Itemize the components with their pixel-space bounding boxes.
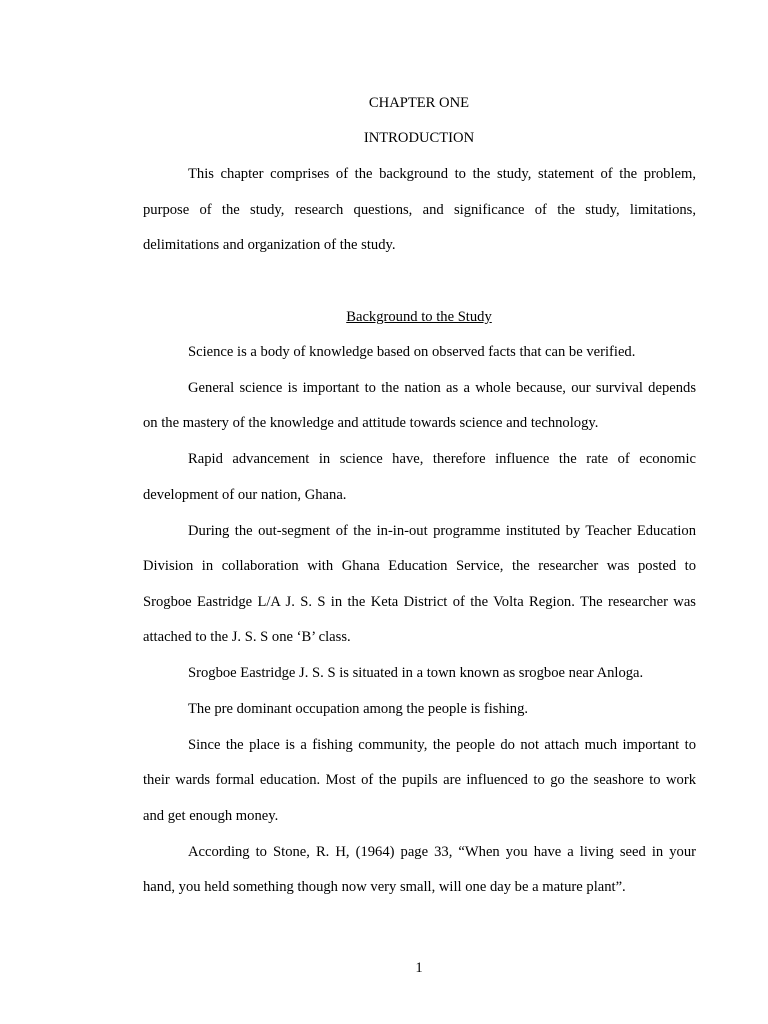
background-heading-text: Background to the Study [346, 309, 492, 325]
body-line: Science is a body of knowledge based on observed facts that can be verified. [188, 344, 636, 360]
background-heading [0, 308, 768, 326]
body-line: attached to the J. S. S one ‘B’ class. [143, 629, 351, 645]
body-line: and get enough money. [143, 808, 279, 824]
body-line: on the mastery of the knowledge and attitude towards science and technology. [143, 415, 599, 431]
body-line: hand, you held something though now very small, will one day be a mature plant”. [143, 879, 626, 895]
intro-paragraph-line-1: This chapter comprises of the background to the study, statement of the problem, [188, 166, 696, 182]
body-line: During the out-segment of the in-in-out programme instituted by Teacher Education [188, 523, 696, 539]
section-heading: INTRODUCTION [363, 130, 475, 146]
body-line: Division in collaboration with Ghana Education Service, the researcher was posted to [143, 558, 696, 574]
chapter-heading: CHAPTER ONE [368, 95, 470, 111]
body-line: Srogboe Eastridge J. S. S is situated in a town known as srogboe near Anloga. [188, 665, 644, 681]
intro-paragraph-line-2: purpose of the study, research questions, and significance of the study, limitations, [143, 202, 696, 218]
intro-paragraph-line-3: delimitations and organization of the study. [143, 237, 396, 253]
body-line: development of our nation, Ghana. [143, 487, 347, 503]
body-line: their wards formal education. Most of the pupils are influenced to go the seashore to work [143, 772, 696, 788]
body-line: General science is important to the nation as a whole because, our survival depends [188, 380, 696, 396]
body-line: Since the place is a fishing community, the people do not attach much important to [188, 737, 696, 753]
body-line: According to Stone, R. H, (1964) page 33, “When you have a living seed in your [188, 844, 696, 860]
body-line: The pre dominant occupation among the people is fishing. [188, 701, 529, 717]
body-line: Srogboe Eastridge L/A J. S. S in the Keta District of the Volta Region. The researcher was [143, 594, 696, 610]
page-number: 1 [415, 960, 423, 976]
body-line: Rapid advancement in science have, therefore influence the rate of economic [188, 451, 696, 467]
